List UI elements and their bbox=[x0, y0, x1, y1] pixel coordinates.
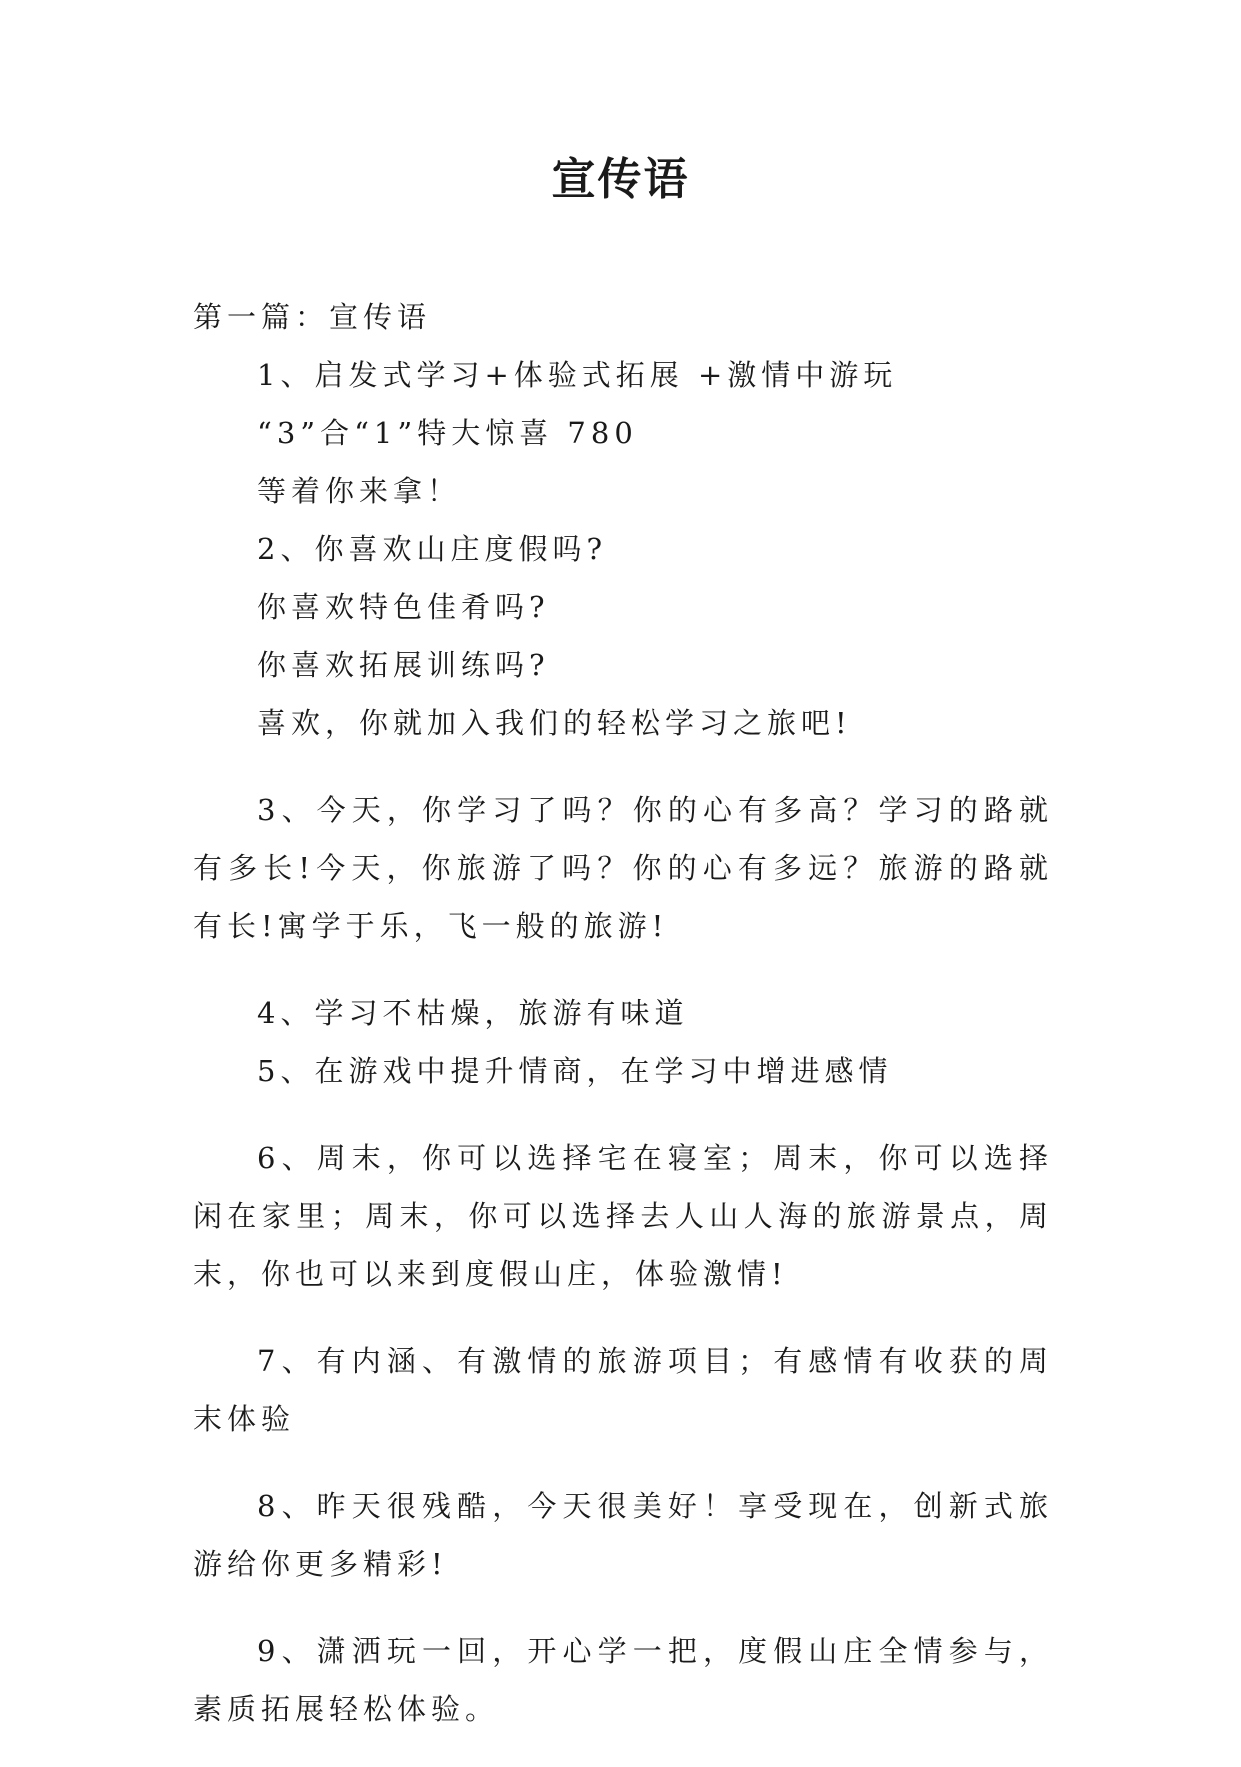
item-2-line-3: 你喜欢拓展训练吗? bbox=[257, 648, 550, 682]
section-heading: 第一篇：宣传语 bbox=[193, 300, 432, 334]
item-2-line-1: 2、你喜欢山庄度假吗? bbox=[257, 532, 607, 566]
item-1-line-3: 等着你来拿！ bbox=[257, 474, 462, 508]
item-1-line-1: 1、启发式学习+体验式拓展 +激情中游玩 bbox=[257, 358, 898, 392]
document-body bbox=[193, 288, 1053, 1767]
item-3-paragraph: 3、今天，你学习了吗？你的心有多高？学习的路就有多长!今天，你旅游了吗？你的心有多远？旅游的路就有长!寓学于乐，飞一般的旅游! bbox=[193, 793, 1053, 943]
item-7-paragraph: 7、有内涵、有激情的旅游项目；有感情有收获的周末体验 bbox=[193, 1344, 1053, 1436]
item-2-line-4: 喜欢，你就加入我们的轻松学习之旅吧! bbox=[257, 706, 852, 740]
item-9-paragraph: 9、潇洒玩一回，开心学一把，度假山庄全情参与，素质拓展轻松体验。 bbox=[193, 1634, 1053, 1726]
item-2-line-2: 你喜欢特色佳肴吗? bbox=[257, 590, 550, 624]
item-6-paragraph: 6、周末，你可以选择宅在寝室；周末，你可以选择闲在家里；周末，你可以选择去人山人海的旅游景点，周末，你也可以来到度假山庄，体验激情! bbox=[193, 1141, 1053, 1291]
item-8-paragraph: 8、昨天很残酷，今天很美好！享受现在，创新式旅游给你更多精彩! bbox=[193, 1489, 1053, 1581]
item-5-paragraph: 5、在游戏中提升情商，在学习中增进感情 bbox=[257, 1054, 893, 1088]
item-1-line-2: “3”合“1”特大惊喜 780 bbox=[257, 416, 638, 450]
document-title: 宣传语 bbox=[551, 154, 690, 205]
item-4-paragraph: 4、学习不枯燥，旅游有味道 bbox=[257, 996, 689, 1030]
